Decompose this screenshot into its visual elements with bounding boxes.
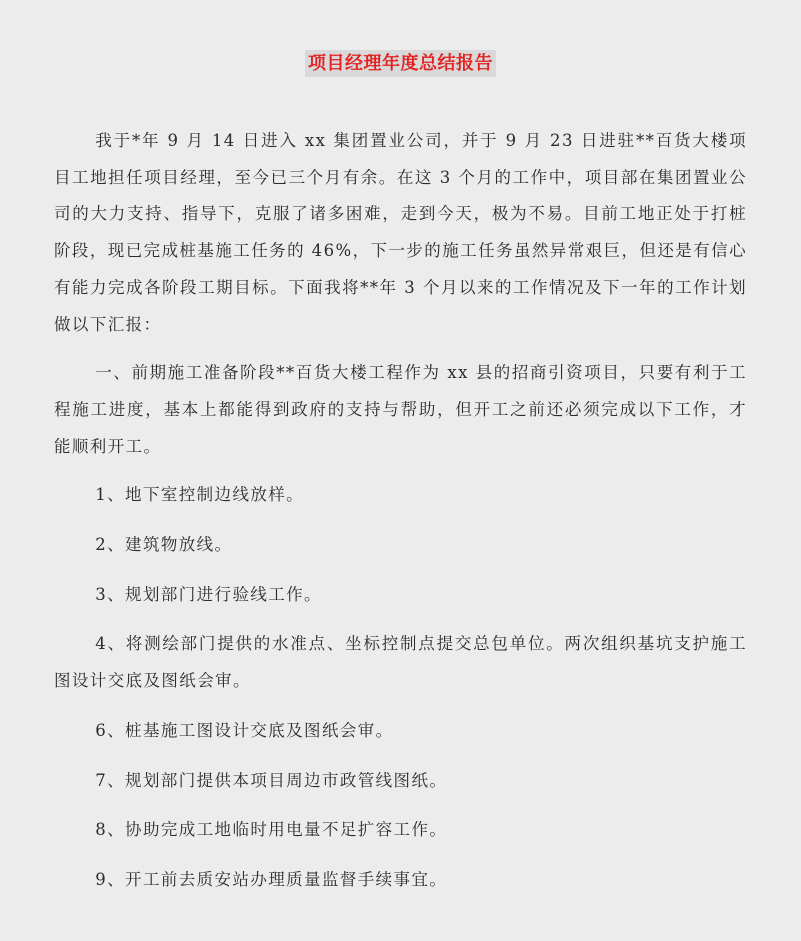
list-item: 1、地下室控制边线放样。	[95, 485, 305, 505]
list-item: 3、规划部门进行验线工作。	[95, 584, 322, 604]
intro-paragraph: 我于*年 9 月 14 日进入 xx 集团置业公司，并于 9 月 23 日进驻**百货大楼项目工地担任项目经理，至今已三个月有余。在这 3 个月的工作中，项目部在集团置业公司的大力支持、指导下，克服了诸多困难，走到今天，极为不易。目前工地正处于打桩阶段，现已完成桩基施工任务的 46%，下一步的施工任务虽然异常艰巨，但还是有信心有能力完成各阶段工期目标。下面我将**年 3 个月以来的工作情况及下一年的工作计划做以下汇报：	[54, 131, 747, 334]
title-container	[54, 50, 747, 77]
document-title: 项目经理年度总结报告	[305, 50, 496, 77]
list-item: 2、建筑物放线。	[95, 535, 233, 555]
section-one-paragraph: 一、前期施工准备阶段**百货大楼工程作为 xx 县的招商引资项目，只要有利于工程施工进度，基本上都能得到政府的支持与帮助，但开工之前还必须完成以下工作，才能顺利开工。	[54, 363, 747, 456]
list-item: 4、将测绘部门提供的水准点、坐标控制点提交总包单位。两次组织基坑支护施工图设计交底及图纸会审。	[54, 634, 747, 691]
list-item: 7、规划部门提供本项目周边市政管线图纸。	[95, 770, 448, 790]
list-item: 9、开工前去质安站办理质量监督手续事宜。	[95, 869, 448, 889]
list-item: 6、桩基施工图设计交底及图纸会审。	[95, 720, 394, 740]
list-item: 8、协助完成工地临时用电量不足扩容工作。	[95, 820, 448, 840]
